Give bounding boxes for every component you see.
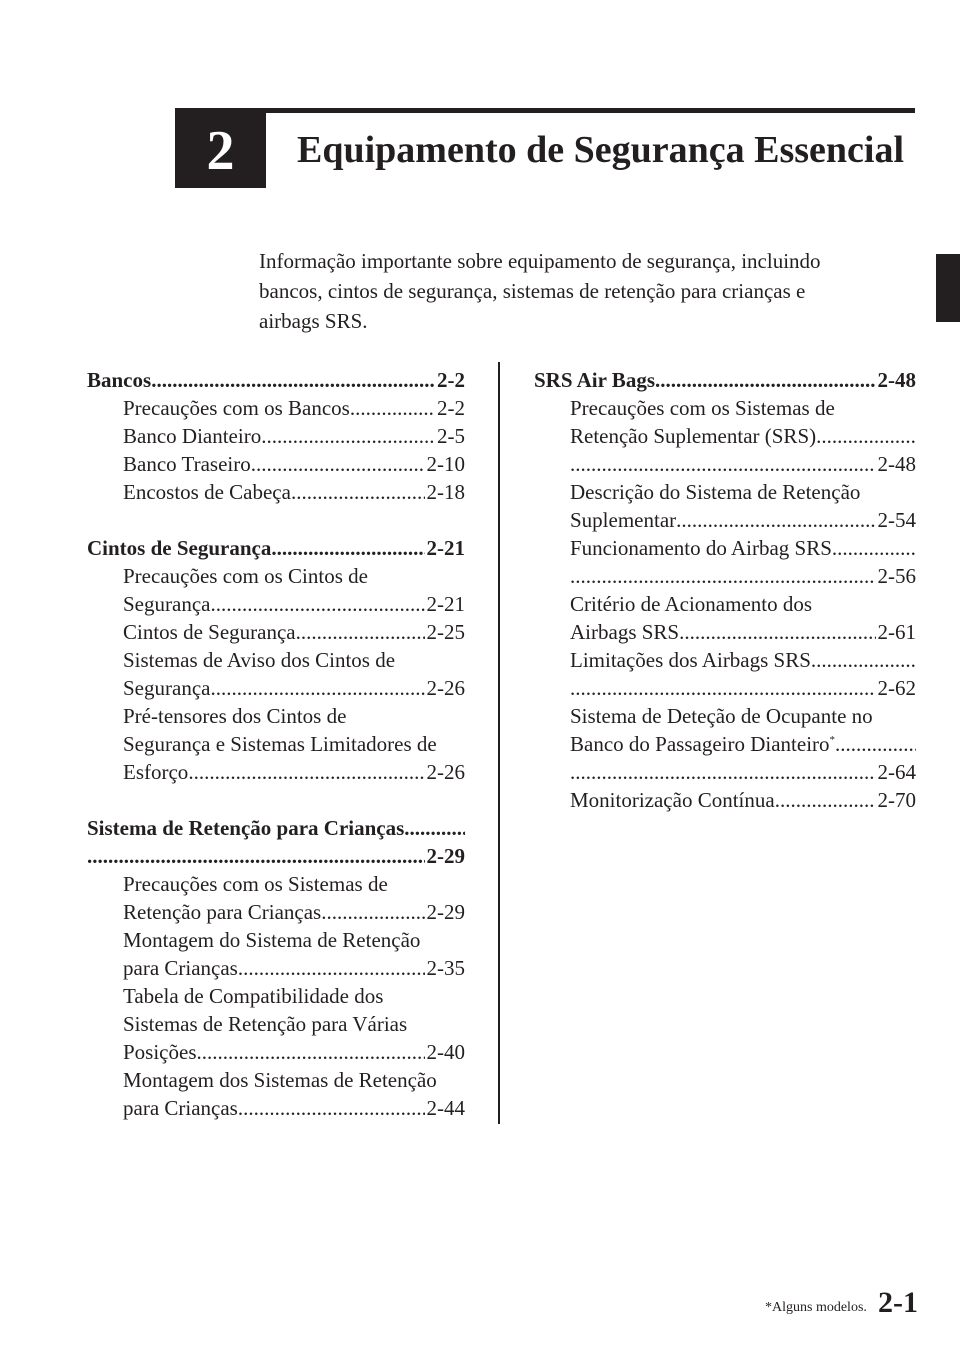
toc-right-column	[534, 366, 916, 842]
toc-entry[interactable]: Descrição do Sistema de Retenção Suplementar ..... 2-54	[570, 478, 916, 534]
toc-entry[interactable]: Montagem do Sistema de Retenção para Crianças ..... 2-35	[123, 926, 465, 982]
toc-entry[interactable]: Limitações dos Airbags SRS ..... ..... 2-62	[570, 646, 916, 702]
toc-section-heading[interactable]: Cintos de Segurança ..... 2-21	[87, 534, 465, 562]
footnote: *Alguns modelos.	[765, 1300, 867, 1315]
toc-section-bancos	[87, 366, 465, 506]
toc-section-heading[interactable]: Sistema de Retenção para Crianças ..... ..... 2-29	[87, 814, 465, 870]
intro-line: bancos, cintos de segurança, sistemas de retenção para crianças e	[259, 279, 806, 303]
intro-line: airbags SRS.	[259, 309, 368, 333]
chapter-number-box	[175, 113, 266, 188]
toc-entry[interactable]: Precauções com os Cintos de Segurança ..... 2-21	[123, 562, 465, 618]
chapter-number: 2	[206, 119, 235, 182]
toc-entry[interactable]: Precauções com os Sistemas de Retenção para Crianças ..... 2-29	[123, 870, 465, 926]
chapter-side-tab	[936, 254, 960, 322]
toc-left-column	[87, 366, 465, 1150]
toc-entry[interactable]: Sistemas de Aviso dos Cintos de Segurança ..... 2-26	[123, 646, 465, 702]
toc-entry[interactable]: Funcionamento do Airbag SRS ..... ..... 2-56	[570, 534, 916, 590]
toc-section-heading[interactable]: Bancos ..... 2-2	[87, 366, 465, 394]
toc-entry[interactable]: Montagem dos Sistemas de Retenção para Crianças ..... 2-44	[123, 1066, 465, 1122]
toc-section-cintos	[87, 534, 465, 786]
toc-entry[interactable]: Monitorização Contínua ..... 2-70	[570, 786, 916, 814]
footnote-marker: *	[829, 734, 836, 746]
toc-entry[interactable]: Cintos de Segurança ..... 2-25	[123, 618, 465, 646]
toc-entry[interactable]: Precauções com os Sistemas de Retenção Suplementar (SRS) ..... ..... 2-48	[570, 394, 916, 478]
page-number: 2-1	[878, 1286, 918, 1319]
toc-entry[interactable]: Banco Traseiro ..... 2-10	[123, 450, 465, 478]
toc-entry[interactable]: Critério de Acionamento dos Airbags SRS ..... 2-61	[570, 590, 916, 646]
toc-entry[interactable]: Pré-tensores dos Cintos de Segurança e Sistemas Limitadores de Esforço ..... 2-26	[123, 702, 465, 786]
intro-line: Informação importante sobre equipamento de segurança, incluindo	[259, 249, 821, 273]
chapter-intro	[259, 246, 899, 336]
toc-section-retencao	[87, 814, 465, 1122]
column-divider	[498, 362, 500, 1124]
toc-section-airbags	[534, 366, 916, 814]
toc-entry[interactable]: Tabela de Compatibilidade dos Sistemas de Retenção para Várias Posições ..... 2-40	[123, 982, 465, 1066]
toc-entry[interactable]: Banco Dianteiro ..... 2-5	[123, 422, 465, 450]
toc-section-heading[interactable]: SRS Air Bags ..... 2-48	[534, 366, 916, 394]
toc-entry[interactable]: Sistema de Deteção de Ocupante no Banco do Passageiro Dianteiro* ..... ..... 2-64	[570, 702, 916, 786]
header-rule	[175, 108, 915, 113]
chapter-title: Equipamento de Segurança Essencial	[297, 129, 905, 171]
toc-entry[interactable]: Precauções com os Bancos ..... 2-2	[123, 394, 465, 422]
toc-entry[interactable]: Encostos de Cabeça ..... 2-18	[123, 478, 465, 506]
